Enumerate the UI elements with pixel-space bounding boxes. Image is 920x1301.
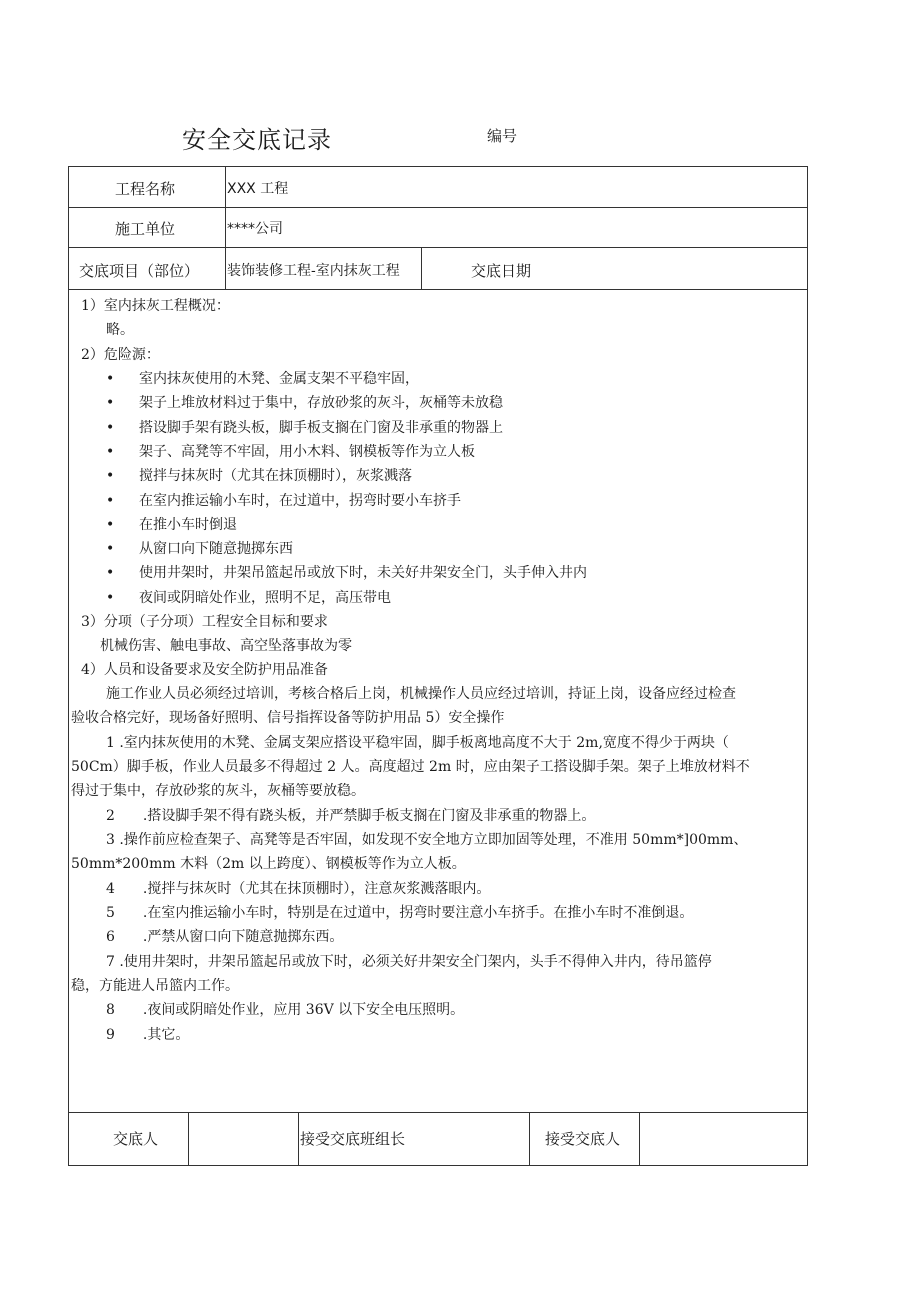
column-divider	[421, 247, 422, 289]
bullet-icon: •	[106, 419, 115, 436]
bullet-icon: •	[106, 492, 115, 509]
column-divider	[188, 1112, 189, 1166]
operation-item: 6 .严禁从窗口向下随意抛掷东西。	[106, 929, 344, 945]
column-divider	[529, 1112, 530, 1166]
section-title: 3）分项（子分项）工程安全目标和要求	[81, 614, 328, 630]
disclosure-date-label: 交底日期	[471, 262, 532, 280]
discloser-label: 交底人	[113, 1130, 159, 1148]
operation-item: 得过于集中，存放砂浆的灰斗，灰桶等要放稳。	[71, 783, 365, 799]
construction-unit-label: 施工单位	[115, 220, 176, 238]
construction-unit-value: ****公司	[227, 221, 283, 237]
bullet-icon: •	[106, 371, 115, 387]
hazard-item: 在室内推运输小车时，在过道中，拐弯时要小车挤手	[139, 492, 461, 509]
receiver-label: 接受交底人	[545, 1130, 621, 1148]
hazard-item: 夜间或阴暗处作业，照明不足，高压带电	[139, 589, 391, 606]
disclosure-item-label: 交底项目（部位）	[79, 262, 200, 280]
hazard-item: 使用井架时，井架吊篮起吊或放下时，未关好井架安全门，头手伸入井内	[139, 565, 587, 582]
operation-item: 50Cm）脚手板，作业人员最多不得超过 2 人。高度超过 2m 时，应由架子工搭设脚手架。架子上堆放材料不	[71, 759, 750, 775]
section-body: 验收合格完好，现场备好照明、信号指挥设备等防护用品 5）安全操作	[71, 710, 505, 726]
bullet-icon: •	[106, 443, 115, 460]
hazard-item: 从窗口向下随意抛掷东西	[139, 541, 293, 558]
operation-item: 7 .使用井架时，井架吊篮起吊或放下时，必须关好井架安全门架内，头手不得伸入井内，待吊篮停	[106, 954, 712, 970]
disclosure-table	[68, 166, 808, 1166]
bullet-icon: •	[106, 395, 115, 412]
column-divider	[639, 1112, 640, 1166]
project-name-label: 工程名称	[115, 180, 176, 198]
row-divider	[69, 247, 807, 248]
section-body: 施工作业人员必须经过培训，考核合格后上岗，机械操作人员应经过培训，持证上岗，设备应经过检查	[106, 686, 736, 702]
hazard-item: 在推小车时倒退	[139, 516, 237, 533]
document-title: 安全交底记录	[182, 126, 332, 154]
bullet-icon: •	[106, 541, 115, 558]
hazard-item: 架子上堆放材料过于集中，存放砂浆的灰斗，灰桶等未放稳	[139, 395, 503, 412]
operation-item: 8 .夜间或阴暗处作业，应用 36V 以下安全电压照明。	[106, 1002, 465, 1018]
bullet-icon: •	[106, 468, 115, 485]
bullet-icon: •	[106, 589, 115, 606]
section-title: 1）室内抹灰工程概况：	[81, 298, 230, 314]
hazard-item: 搅拌与抹灰时（尤其在抹顶棚时），灰浆溅落	[139, 468, 412, 485]
column-divider	[225, 167, 226, 289]
operation-item: 1 .室内抹灰使用的木凳、金属支架应搭设平稳牢固，脚手板离地高度不大于 2m,宽度不得少于两块（	[106, 735, 729, 751]
operation-item: 稳，方能进人吊篮内工作。	[71, 978, 239, 994]
bullet-icon: •	[106, 565, 115, 582]
operation-item: 3 .操作前应检查架子、高凳等是否牢固，如发现不安全地方立即加固等处理，不准用 50mm*]00mm、	[106, 832, 748, 848]
section-body: 略。	[106, 322, 134, 338]
team-leader-label: 接受交底班组长	[300, 1130, 406, 1148]
section-body: 机械伤害、触电事故、高空坠落事故为零	[100, 638, 352, 654]
section-title: 2）危险源：	[81, 347, 160, 363]
row-divider	[69, 1112, 807, 1113]
row-divider	[69, 289, 807, 290]
operation-item: 9 .其它。	[106, 1027, 190, 1043]
section-title: 4）人员和设备要求及安全防护用品准备	[81, 662, 328, 678]
operation-item: 2 .搭设脚手架不得有跷头板，并严禁脚手板支搁在门窗及非承重的物器上。	[106, 808, 596, 824]
hazard-item: 架子、高凳等不牢固，用小木料、钢模板等作为立人板	[139, 443, 475, 460]
disclosure-item-value: 装饰装修工程-室内抹灰工程	[227, 263, 400, 279]
operation-item: 4 .搅拌与抹灰时（尤其在抹顶棚时），注意灰浆溅落眼内。	[106, 881, 491, 897]
operation-item: 50mm*200mm 木料（2m 以上跨度）、钢模板等作为立人板。	[71, 856, 466, 872]
project-name-value: XXX 工程	[227, 181, 289, 197]
bullet-icon: •	[106, 516, 115, 533]
hazard-item: 搭设脚手架有跷头板，脚手板支搁在门窗及非承重的物器上	[139, 419, 503, 436]
hazard-item: 室内抹灰使用的木凳、金属支架不平稳牢固，	[139, 371, 419, 387]
column-divider	[298, 1112, 299, 1166]
operation-item: 5 .在室内推运输小车时，特别是在过道中，拐弯时要注意小车挤手。在推小车时不准倒退。	[106, 905, 694, 921]
row-divider	[69, 207, 807, 208]
code-label: 编号	[487, 127, 518, 145]
